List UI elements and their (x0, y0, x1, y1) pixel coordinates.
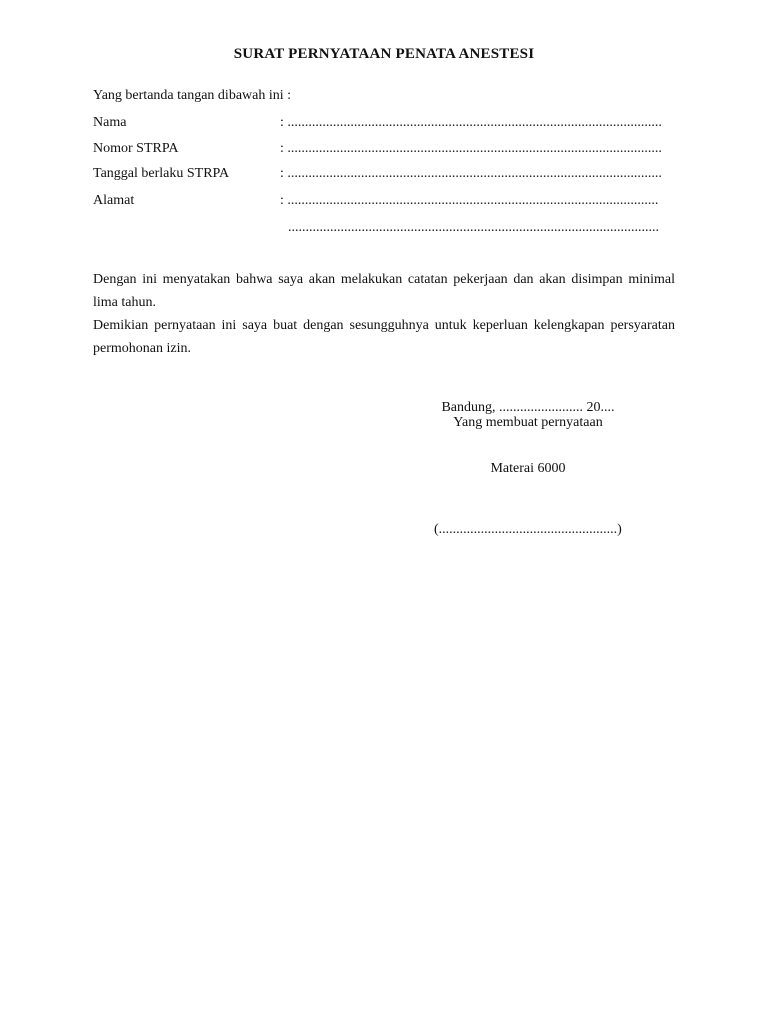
signer-caption: Yang membuat pernyataan (453, 415, 603, 430)
field-label-alamat: Alamat (93, 193, 135, 208)
field-value-nomor-strpa: : ........................................................................................................... (280, 141, 662, 156)
signature-line: (...................................................) (434, 522, 622, 537)
field-label-nomor-strpa: Nomor STRPA (93, 141, 179, 156)
field-value-tanggal-berlaku: : ........................................................................................................... (280, 166, 662, 181)
statement-paragraph-1: Dengan ini menyatakan bahwa saya akan melakukan catatan pekerjaan dan akan disimpan minimal lima tahun. (93, 272, 675, 310)
place-date: Bandung, ........................ 20.... (441, 400, 615, 415)
address-continuation-line: .......................................................................................................... (288, 220, 659, 235)
field-value-alamat: : .......................................................................................................... (280, 193, 659, 208)
field-value-nama: : ........................................................................................................... (280, 115, 662, 130)
stamp-placeholder: Materai 6000 (490, 461, 566, 476)
statement-paragraph-2: Demikian pernyataan ini saya buat dengan sesungguhnya untuk keperluan kelengkapan persyaratan permohonan izin. (93, 318, 675, 356)
document-title: SURAT PERNYATAAN PENATA ANESTESI (233, 46, 535, 62)
intro-text: Yang bertanda tangan dibawah ini : (93, 88, 292, 103)
field-label-tanggal-berlaku: Tanggal berlaku STRPA (93, 166, 230, 181)
field-label-nama: Nama (93, 115, 127, 130)
